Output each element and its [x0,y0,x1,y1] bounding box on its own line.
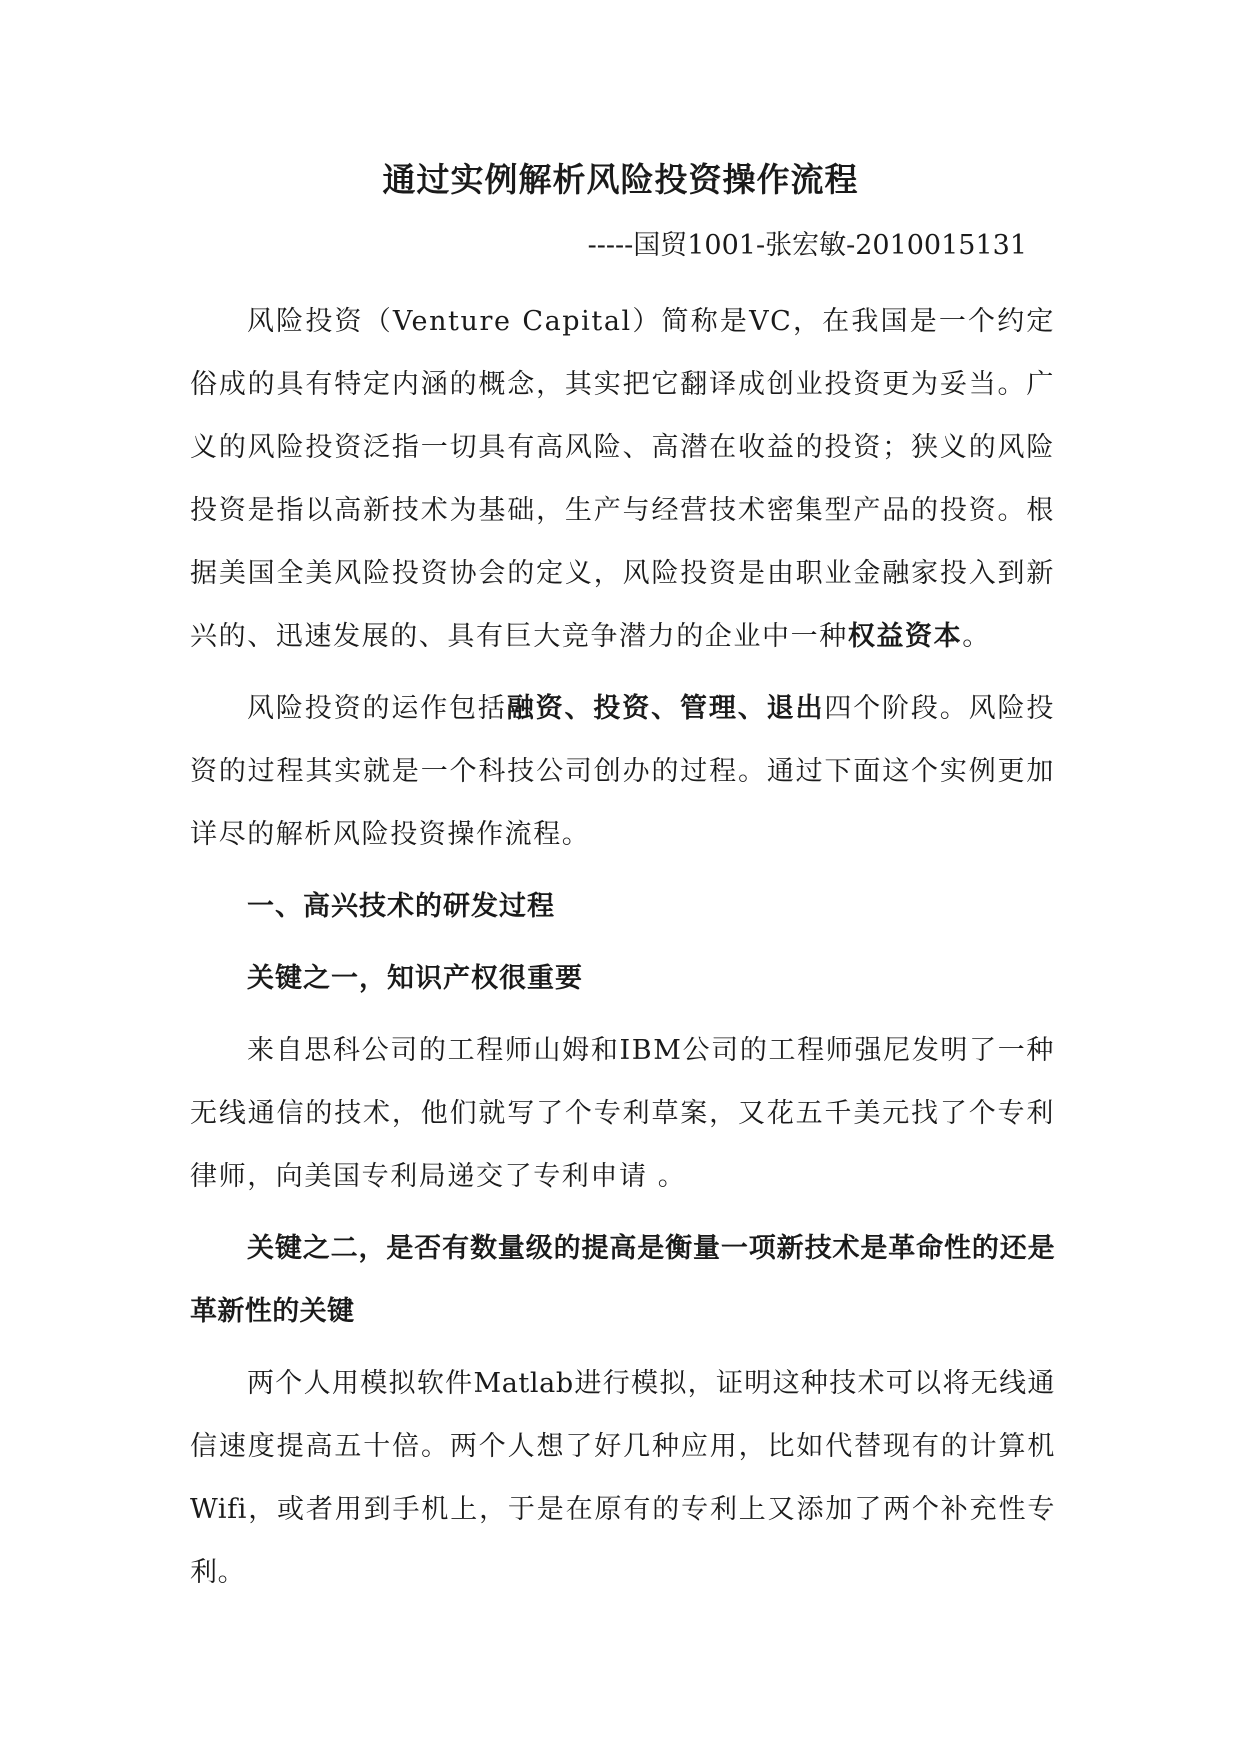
key-2-paragraph: 两个人用模拟软件Matlab进行模拟，证明这种技术可以将无线通信速度提高五十倍。两个人想了好几种应用，比如代替现有的计算机Wifi，或者用到手机上，于是在原有的专利上又添加了两个补充性专利。 [190,1368,1055,1588]
author-line: -----国贸1001-张宏敏-2010015131 [587,230,1027,261]
intro-paragraph-2-end: 四个阶段。风险投资的过程其实就是一个科技公司创办的过程。通过下面这个实例更加详尽的解析风险投资操作流程。 [190,693,1055,850]
document-title: 通过实例解析风险投资操作流程 [382,160,859,199]
key-1-heading: 关键之一，知识产权很重要 [247,963,583,994]
intro-paragraph-1-end: 。 [962,621,991,652]
intro-paragraph-1 [190,290,1055,668]
document-body [190,290,1055,1613]
key-2-heading: 关键之二，是否有数量级的提高是衡量一项新技术是革命性的还是革新性的关键 [190,1233,1055,1327]
intro-paragraph-2-bold: 融资、投资、管理、退出 [506,693,825,724]
intro-paragraph-2-start: 风险投资的运作包括 [247,693,507,724]
section-1-heading: 一、高兴技术的研发过程 [247,891,555,922]
intro-paragraph-1-bold: 权益资本 [847,621,963,652]
key-1-paragraph: 来自思科公司的工程师山姆和IBM公司的工程师强尼发明了一种无线通信的技术，他们就写了个专利草案，又花五千美元找了个专利律师，向美国专利局递交了专利申请 。 [190,1035,1055,1192]
intro-paragraph-1-text: 风险投资（Venture Capital）简称是VC，在我国是一个约定俗成的具有特定内涵的概念，其实把它翻译成创业投资更为妥当。广义的风险投资泛指一切具有高风险、高潜在收益的投资；狭义的风险投资是指以高新技术为基础，生产与经营技术密集型产品的投资。根据美国全美风险投资协会的定义，风险投资是由职业金融家投入到新兴的、迅速发展的、具有巨大竞争潜力的企业中一种 [190,306,1055,652]
intro-paragraph-2 [190,677,1055,866]
